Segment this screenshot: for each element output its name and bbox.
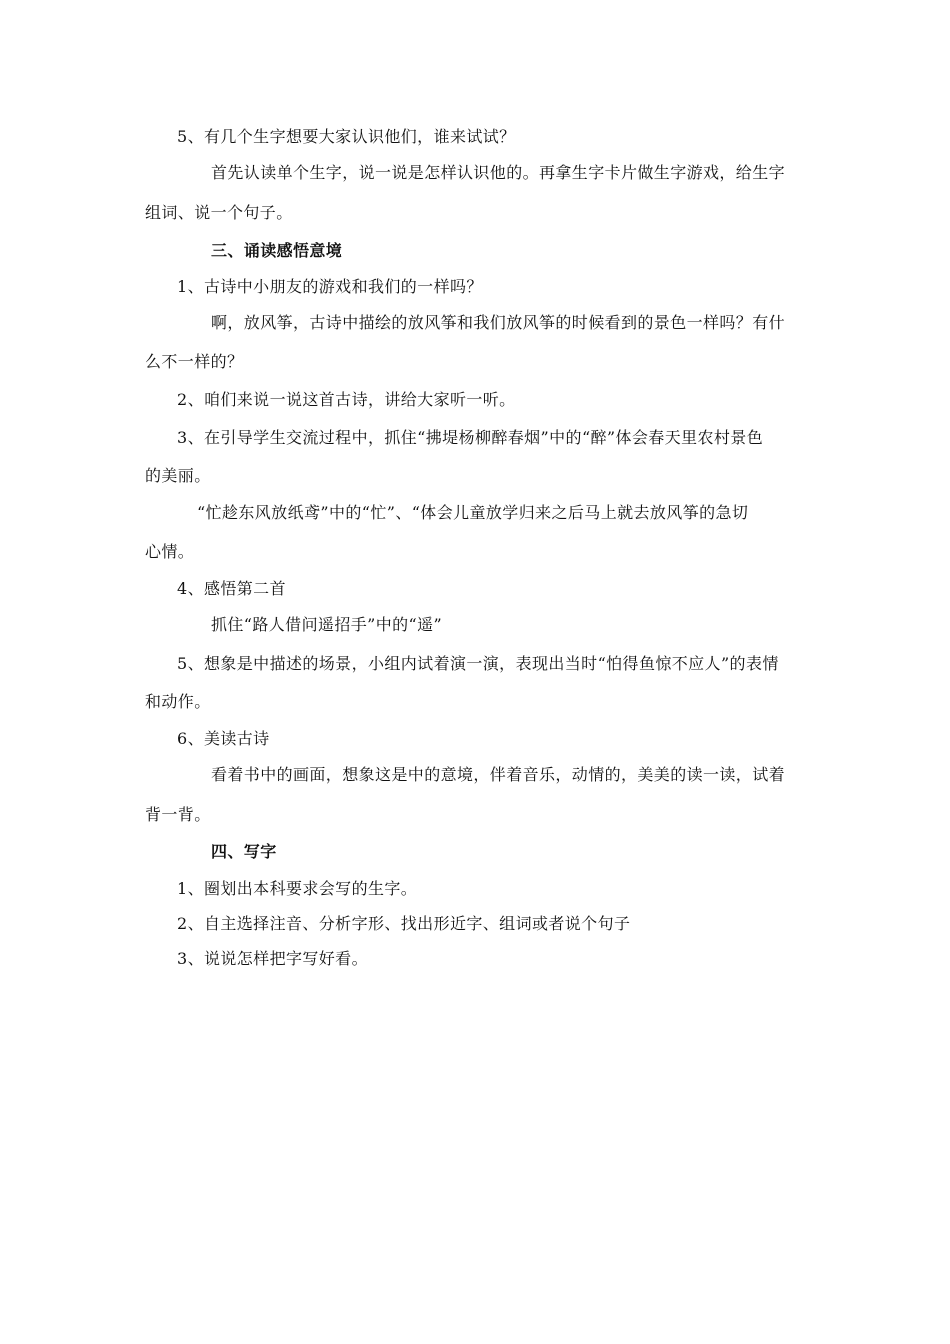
list-item: 3、在引导学生交流过程中，抓住“拂堤杨柳醉春烟”中的“醉”体会春天里农村景色	[177, 428, 764, 447]
list-item: 1、圈划出本科要求会写的生字。	[177, 879, 418, 898]
paragraph-line: 背一背。	[145, 805, 211, 824]
section-heading: 四、写字	[211, 842, 277, 861]
list-item: 5、有几个生字想要大家认识他们，谁来试试？	[177, 127, 516, 146]
list-item: 5、想象是中描述的场景，小组内试着演一演，表现出当时“怕得鱼惊不应人”的表情	[177, 654, 779, 673]
paragraph-line: 的美丽。	[145, 466, 211, 485]
list-item: 3、说说怎样把字写好看。	[177, 949, 368, 968]
paragraph-line: 首先认读单个生字，说一说是怎样认识他的。再拿生字卡片做生字游戏，给生字	[211, 163, 786, 182]
paragraph-line: 啊，放风筝，古诗中描绘的放风筝和我们放风筝的时候看到的景色一样吗？有什	[211, 313, 786, 332]
paragraph-line: 心情。	[145, 542, 195, 561]
list-item: 6、美读古诗	[177, 729, 270, 748]
section-heading: 三、诵读感悟意境	[211, 241, 343, 260]
paragraph-line: 组词、说一个句子。	[145, 203, 293, 222]
paragraph-line: 么不一样的？	[145, 352, 244, 371]
paragraph-line: 和动作。	[145, 692, 211, 711]
list-item: 4、感悟第二首	[177, 579, 286, 598]
list-item: 1、古诗中小朋友的游戏和我们的一样吗？	[177, 277, 483, 296]
list-item: 2、自主选择注音、分析字形、找出形近字、组词或者说个句子	[177, 914, 631, 933]
paragraph-line: “忙趁东风放纸鸢”中的“忙”、“体会儿童放学归来之后马上就去放风筝的急切	[197, 503, 749, 522]
paragraph-line: 看着书中的画面，想象这是中的意境，伴着音乐，动情的，美美的读一读，试着	[211, 765, 786, 784]
list-item: 2、咱们来说一说这首古诗，讲给大家听一听。	[177, 390, 516, 409]
paragraph-line: 抓住“路人借问遥招手”中的“遥”	[211, 615, 443, 634]
